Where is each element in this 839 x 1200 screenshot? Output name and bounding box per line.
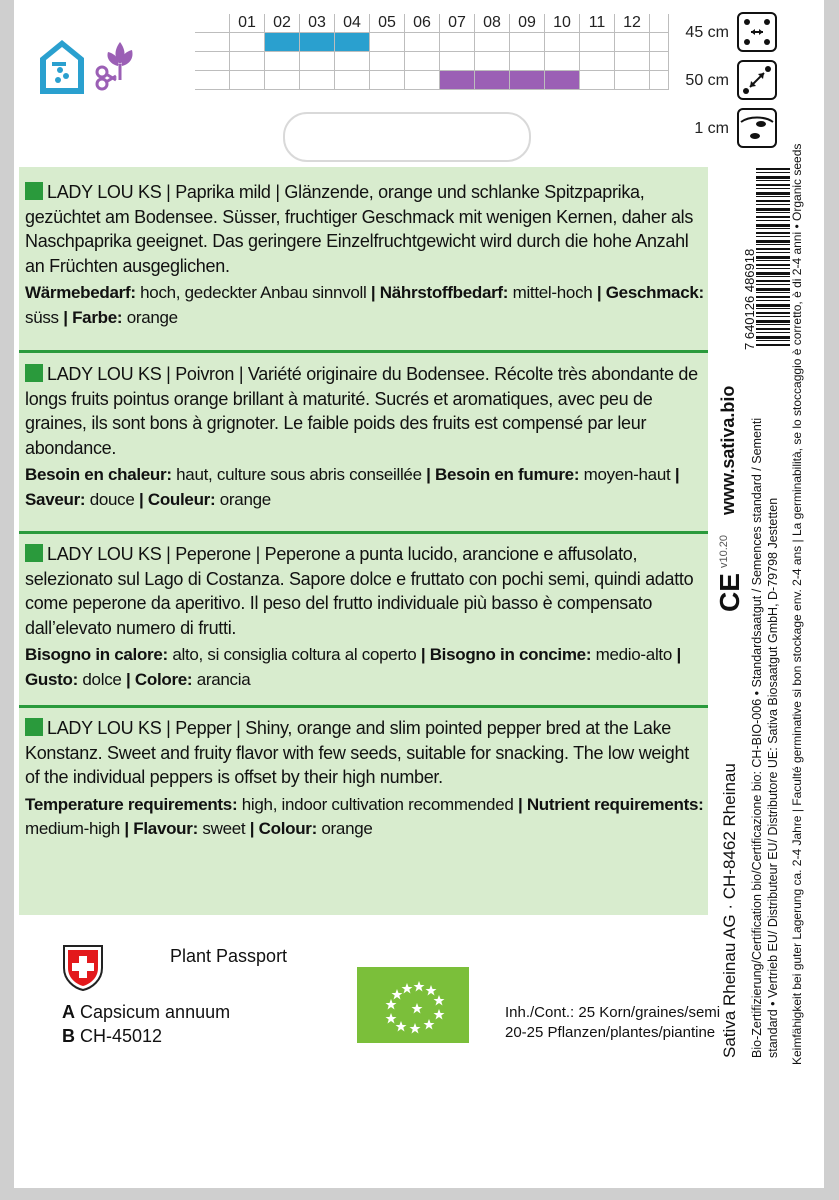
description-text: | Paprika mild | Glänzende, orange und schlanke Spitzpaprika, gezüchtet am Bodensee. Süsser, fruchtiger Geschmack mit wenigen Kernen, daher als Naschpaprika geeignet. Das geringere Einzelfruchtgewicht wird durch die hohe Anzahl an Früchten ausgeglichen.: [25, 182, 694, 276]
attr-label: Bisogno in calore:: [25, 645, 168, 664]
attr-value: alto, si consiglia coltura al coperto: [172, 645, 417, 664]
attr-value: hoch, gedeckter Anbau sinnvoll: [140, 283, 367, 302]
certification-line-2: standard • Vertrieb EU/ Distributeur EU/ Distributore UE: Sativa Biosaatgut GmbH, D-79798 Jestetten: [766, 497, 780, 1058]
plant-spacing-label: 50 cm: [685, 72, 729, 89]
attr-label: | Colore:: [126, 669, 193, 689]
month-04: 04: [335, 14, 370, 33]
attr-value: arancia: [196, 669, 251, 689]
section-divider: [19, 350, 708, 353]
passport-a-value: Capsicum annuum: [80, 1002, 231, 1022]
attr-label: | Bisogno in concime:: [420, 645, 592, 664]
attr-value: mittel-hoch: [512, 283, 593, 302]
section-italian: [25, 542, 705, 692]
attr-value: douce: [89, 489, 135, 509]
attr-value: moyen-haut: [583, 465, 671, 484]
section-divider: [19, 705, 708, 708]
contents-line-1: Inh./Cont.: 25 Korn/graines/semi: [505, 1004, 721, 1021]
attr-label: Temperature requirements:: [25, 794, 238, 814]
attr-label: | Gusto:: [25, 645, 681, 689]
attr-label: | Saveur:: [25, 465, 680, 509]
description-text: | Poivron | Variété originaire du Bodensee. Récolte très abondante de longs fruits pointus orange brillant à maturité. Sucrés et aromatiques, avec peu de graines, ils sont bons à grignoter. Le faible poids des fruits est compensé par leur abondance.: [25, 364, 698, 458]
sowing-depth-label: 1 cm: [694, 120, 729, 137]
attr-value: süss: [25, 307, 59, 327]
attr-label: | Farbe:: [63, 307, 123, 327]
month-11: 11: [580, 14, 615, 33]
calendar-empty-row: [195, 52, 669, 71]
website-link[interactable]: www.sativa.bio: [718, 385, 738, 515]
attr-value: medium-high: [25, 819, 120, 838]
company-address: Sativa Rheinau AG · CH-8462 Rheinau: [720, 763, 739, 1058]
month-09: 09: [510, 14, 545, 33]
eu-organic-logo: [357, 967, 469, 1043]
variety-name: LADY LOU KS: [47, 544, 162, 564]
attr-label: Besoin en chaleur:: [25, 465, 172, 484]
section-french: [25, 362, 705, 512]
month-02: 02: [265, 14, 300, 33]
month-03: 03: [300, 14, 335, 33]
passport-line-b: [62, 1026, 162, 1047]
calendar-months-row: [195, 14, 669, 33]
calendar-harvest-row: [195, 71, 669, 90]
barcode-number: 7 640126 486918: [742, 248, 757, 350]
green-square-icon: [25, 544, 43, 562]
row-spacing-label: 45 cm: [685, 24, 729, 41]
harvest-scissors-icon: [92, 36, 146, 101]
month-08: 08: [475, 14, 510, 33]
variety-name: LADY LOU KS: [47, 182, 162, 202]
green-square-icon: [25, 182, 43, 200]
attr-value: medio-alto: [595, 645, 672, 664]
passport-line-a: [62, 1002, 230, 1023]
variety-name: LADY LOU KS: [47, 364, 162, 384]
attr-label: | Geschmack:: [596, 283, 704, 302]
attr-value: high, indoor cultivation recommended: [241, 794, 514, 814]
passport-a-label: A: [62, 1002, 75, 1022]
attr-value: orange: [126, 307, 178, 327]
month-01: 01: [230, 14, 265, 33]
sowing-depth-icon: [737, 108, 777, 148]
ce-mark: CE: [714, 573, 745, 612]
sowing-calendar: [195, 14, 669, 90]
attr-value: haut, culture sous abris conseillée: [176, 465, 422, 484]
plant-passport-title: Plant Passport: [170, 946, 288, 966]
attr-value: orange: [219, 489, 271, 509]
swiss-shield-icon: [62, 944, 104, 997]
section-divider: [19, 531, 708, 534]
attr-label: | Besoin en fumure:: [426, 465, 580, 484]
month-10: 10: [545, 14, 580, 33]
germination-line: Keimfähigkeit bei guter Lagerung ca. 2-4 Jahre | Faculté germinative si bon stockage env. 2-4 ans | La germinabilità, se lo stoccaggio è corretto, è di 2-4 anni • Organic seeds: [790, 143, 804, 1065]
description-text: | Peperone | Peperone a punta lucido, arancione e affusolato, selezionato sul Lago di Costanza. Sapore dolce e fruttato con pochi semi, quindi adatto come peperone da aperitivo. Il peso del frutto individuale più basso è compensato dall’elevato numero di frutti.: [25, 544, 694, 638]
attr-value: sweet: [202, 819, 246, 838]
attr-label: | Nährstoffbedarf:: [370, 283, 509, 302]
packet-window-hole: [283, 112, 531, 162]
calendar-sow-row: [195, 33, 669, 52]
month-07: 07: [440, 14, 475, 33]
version-label: v10.20: [718, 534, 730, 568]
attr-label: | Nutrient requirements:: [517, 794, 704, 814]
attr-value: orange: [321, 819, 373, 838]
attr-label: | Flavour:: [124, 819, 198, 838]
greenhouse-sowing-icon: [38, 38, 86, 101]
section-german: [25, 180, 705, 330]
month-05: 05: [370, 14, 405, 33]
month-06: 06: [405, 14, 440, 33]
description-text: | Pepper | Shiny, orange and slim pointed pepper bred at the Lake Konstanz. Sweet and fruity flavor with few seeds, suitable for snacking. The low weight of the individual peppers is offset by their high number.: [25, 718, 689, 787]
row-spacing-icon: [737, 12, 777, 52]
variety-name: LADY LOU KS: [47, 718, 162, 738]
plant-spacing-icon: [737, 60, 777, 100]
certification-line-1: Bio-Zertifizierung/Certification bio/Certificazione bio: CH-BIO-006 • Standardsaatgut / Semences standard / Sementi: [750, 417, 764, 1058]
passport-b-value: CH-45012: [80, 1026, 163, 1046]
section-english: [25, 716, 705, 842]
contents-line-2: 20-25 Pflanzen/plantes/piantine: [505, 1024, 716, 1041]
attr-value: dolce: [82, 669, 122, 689]
attr-label: Wärmebedarf:: [25, 283, 136, 302]
passport-b-label: B: [62, 1026, 75, 1046]
green-square-icon: [25, 364, 43, 382]
green-square-icon: [25, 718, 43, 736]
attr-label: | Couleur:: [138, 489, 216, 509]
month-12: 12: [615, 14, 650, 33]
attr-label: | Colour:: [249, 819, 317, 838]
